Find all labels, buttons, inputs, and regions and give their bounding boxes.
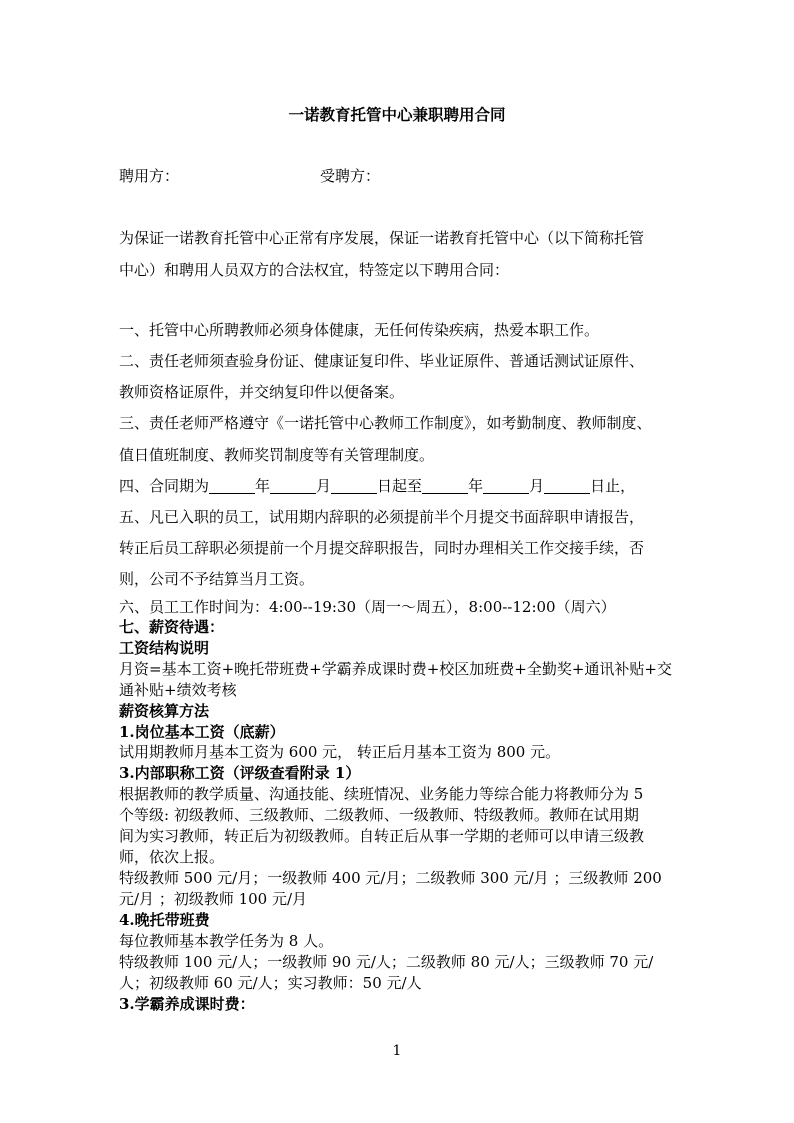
base-salary-text: 试用期教师月基本工资为 600 元， 转正后月基本工资为 800 元。 <box>119 743 561 761</box>
calc-heading: 薪资核算方法 <box>119 702 210 720</box>
title-salary-line: 间为实习教师，转正后为初级教师。自转正后从事一学期的老师可以申请三级教 <box>119 827 645 845</box>
preamble-line: 为保证一诺教育托管中心正常有序发展，保证一诺教育托管中心（以下简称托管 <box>119 229 645 247</box>
clause-3-line: 值日值班制度、教师奖罚制度等有关管理制度。 <box>119 446 435 464</box>
clause-4-prefix: 四、合同期为 <box>119 477 210 495</box>
clause-5-line: 则，公司不予结算当月工资。 <box>119 570 315 588</box>
clause-4 <box>119 476 635 496</box>
page-number: 1 <box>392 1043 402 1059</box>
end-year-label: 年 <box>468 477 484 495</box>
title-salary-line: 根据教师的教学质量、沟通技能、续班情况、业务能力等综合能力将教师分为 5 <box>119 785 644 803</box>
end-year-blank[interactable] <box>422 477 468 494</box>
employee-label: 受聘方： <box>320 167 381 185</box>
evening-heading: 4.晚托带班费 <box>119 911 210 929</box>
title-rate-line: 特级教师 500 元/月；一级教师 400 元/月；二级教师 300 元/月 ；三级教师 200 <box>119 869 662 887</box>
clause-7-heading: 七、薪资待遇： <box>119 618 225 636</box>
evening-text: 每位教师基本教学任务为 8 人。 <box>119 932 334 950</box>
clause-3-line: 三、责任老师严格遵守《一诺托管中心教师工作制度》，如考勤制度、教师制度、 <box>119 414 652 432</box>
clause-5-line: 转正后员工辞职必须提前一个月提交辞职报告，同时办理相关工作交接手续，否 <box>119 539 645 557</box>
month-label: 月 <box>316 477 332 495</box>
year-label: 年 <box>255 477 271 495</box>
page-title: 一诺教育托管中心兼职聘用合同 <box>288 105 506 124</box>
study-heading: 3.学霸养成课时费： <box>119 995 255 1013</box>
evening-rate-line: 人；初级教师 60 元/人；实习教师：50 元/人 <box>119 974 422 992</box>
title-salary-line: 个等级: 初级教师、三级教师、二级教师、一级教师、特级教师。教师在试用期 <box>119 806 639 824</box>
from-label: 日起至 <box>377 477 423 495</box>
day-blank[interactable] <box>331 477 377 494</box>
clause-2-line: 二、责任老师须查验身份证、健康证复印件、毕业证原件、普通话测试证原件、 <box>119 352 645 370</box>
evening-rate-line: 特级教师 100 元/人；一级教师 90 元/人；二级教师 80 元/人；三级教师 70 元/ <box>119 953 654 971</box>
clause-5-line: 五、凡已入职的员工，试用期内辞职的必须提前半个月提交书面辞职申请报告， <box>119 508 645 526</box>
clause-6: 六、员工工作时间为：4:00--19:30（周一～周五），8:00--12:00（周六） <box>119 598 616 616</box>
salary-structure-line: 通补贴+绩效考核 <box>119 681 237 699</box>
title-salary-heading: 3.内部职称工资（评级查看附录 1） <box>119 764 361 782</box>
title-salary-line: 师，依次上报。 <box>119 848 225 866</box>
title-rate-line: 元/月 ；初级教师 100 元/月 <box>119 890 308 908</box>
clause-2-line: 教师资格证原件，并交纳复印件以便备案。 <box>119 383 405 401</box>
preamble-line: 中心）和聘用人员双方的合法权宜，特签定以下聘用合同： <box>119 261 510 279</box>
salary-structure-line: 月资=基本工资+晚托带班费+学霸养成课时费+校区加班费+全勤奖+通讯补贴+交 <box>119 660 672 678</box>
clause-1: 一、托管中心所聘教师必须身体健康，无任何传染疾病，热爱本职工作。 <box>119 321 600 339</box>
parties-line <box>119 166 381 186</box>
end-day-blank[interactable] <box>544 477 590 494</box>
month-blank[interactable] <box>270 477 316 494</box>
base-salary-heading: 1.岗位基本工资（底薪） <box>119 723 285 741</box>
end-month-label: 月 <box>529 477 545 495</box>
salary-structure-heading: 工资结构说明 <box>119 639 210 657</box>
employer-label: 聘用方： <box>119 167 180 185</box>
year-blank[interactable] <box>209 477 255 494</box>
end-label: 日止， <box>590 477 636 495</box>
end-month-blank[interactable] <box>483 477 529 494</box>
